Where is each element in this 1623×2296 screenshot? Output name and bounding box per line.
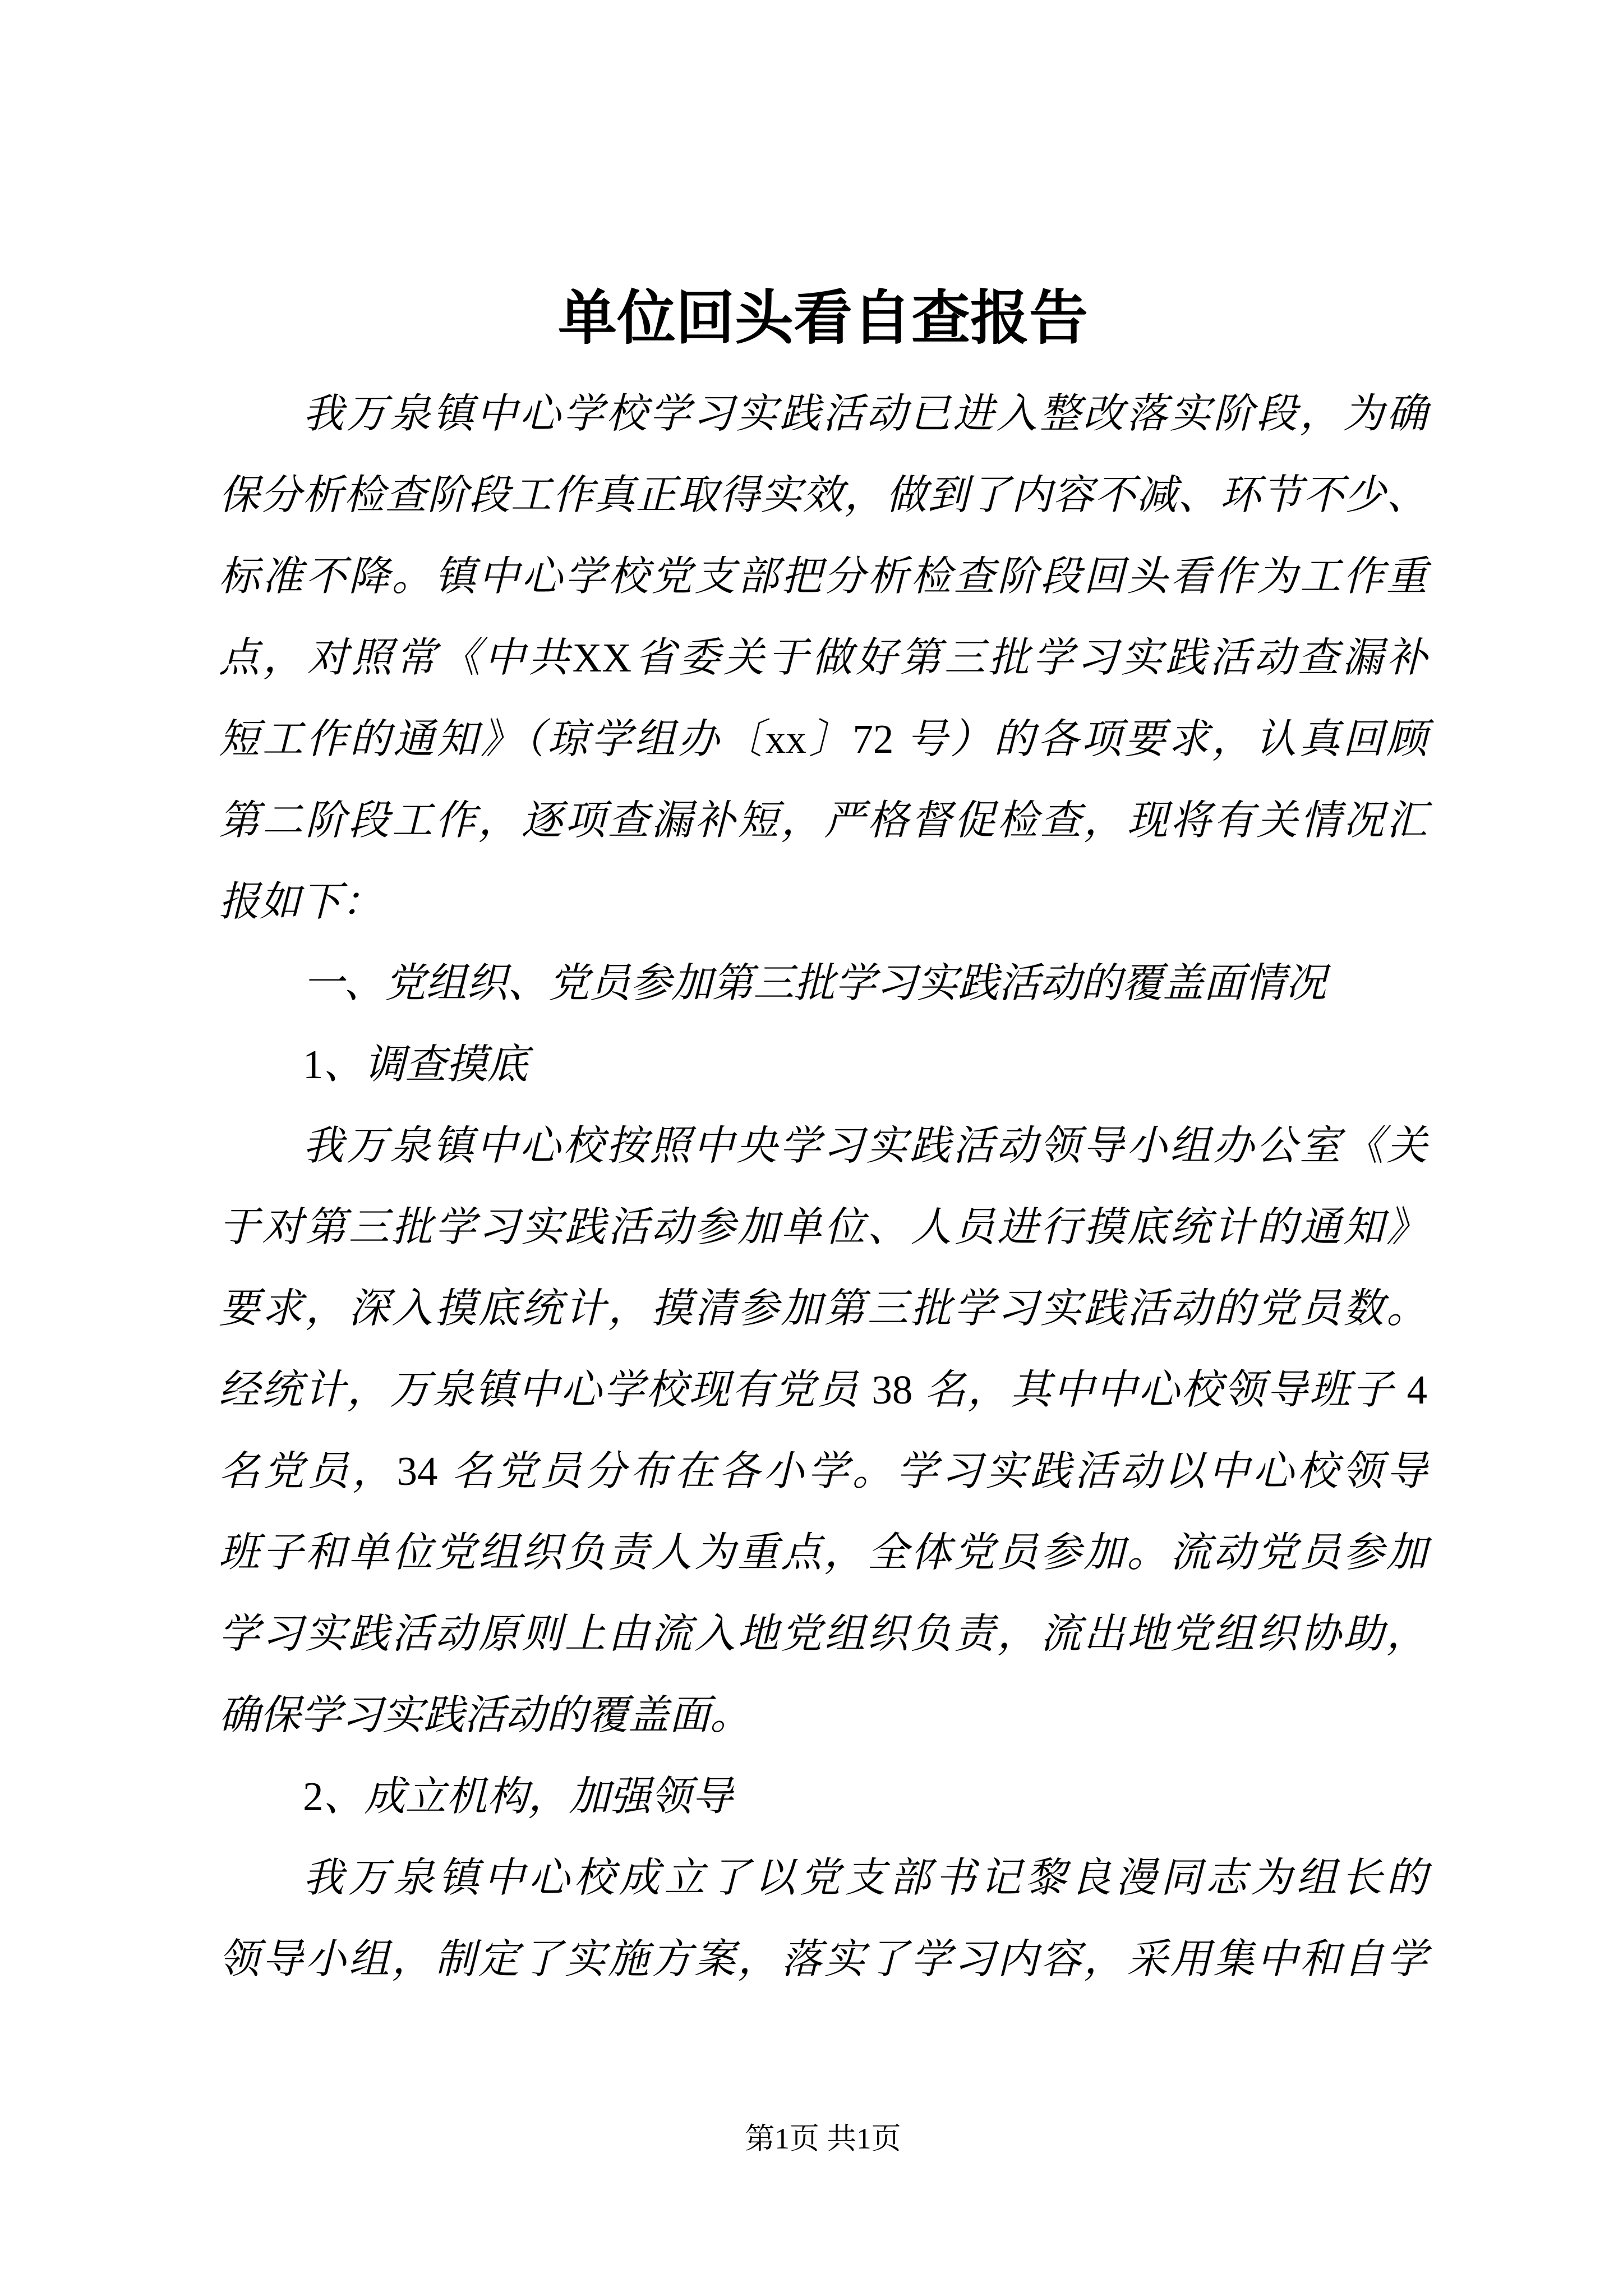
cjk-text-run: 我万泉镇中心校成立了以党支部书记黎良漫同志为组长的 — [303, 1855, 1427, 1901]
cjk-text-run: 名党员， — [219, 1448, 397, 1494]
latin-text-run: 72 — [852, 716, 907, 762]
document-body — [219, 373, 1427, 2000]
page-number-label: 第1页 共1页 — [745, 2123, 901, 2155]
cjk-text-run: 确保学习实践活动的覆盖面。 — [219, 1692, 751, 1738]
body-line — [219, 780, 1427, 861]
body-line — [219, 1186, 1427, 1268]
cjk-text-run: 我万泉镇中心学校学习实践活动已进入整改落实阶段，为确 — [303, 391, 1427, 436]
cjk-text-run: 经统计，万泉镇中心学校现有党员 — [219, 1367, 860, 1412]
cjk-text-run: 短工作的通知》（琼学组办〔 — [219, 716, 766, 762]
cjk-text-run: 标准不降。镇中心学校党支部把分析检查阶段回头看作为工作重 — [219, 554, 1427, 599]
body-line — [219, 1430, 1427, 1512]
cjk-text-run: 点，对照常《中共 — [219, 635, 573, 680]
body-line — [219, 1756, 1427, 1837]
document-title: 单位回头看自查报告 — [557, 286, 1088, 351]
cjk-text-run: 号）的各项要求，认真回顾 — [906, 716, 1428, 762]
cjk-text-run: 名党员分布在各小学。学习实践活动以中心校领导 — [451, 1448, 1427, 1494]
cjk-text-run: 班子和单位党组织负责人为重点，全体党员参加。流动党员参加 — [219, 1530, 1427, 1575]
latin-text-run: 38 — [859, 1367, 925, 1412]
cjk-text-run: 、成立机构，加强领导 — [323, 1774, 733, 1819]
page-footer — [219, 2116, 1427, 2161]
body-line — [219, 698, 1427, 780]
cjk-text-run: 名，其中中心校领导班子 — [924, 1367, 1395, 1412]
body-line — [219, 454, 1427, 536]
body-line — [219, 536, 1427, 617]
cjk-text-run: 报如下： — [219, 879, 382, 924]
cjk-text-run: 一、党组织、党员参加第三批学习实践活动的覆盖面情况 — [303, 960, 1326, 1006]
body-line — [219, 1105, 1427, 1186]
body-line — [219, 1918, 1427, 2000]
cjk-text-run: 保分析检查阶段工作真正取得实效，做到了内容不减、环节不少、 — [219, 472, 1427, 518]
body-line — [219, 373, 1427, 454]
document-content — [219, 0, 1427, 2161]
latin-text-run: 2 — [303, 1774, 324, 1819]
body-line — [219, 1512, 1427, 1593]
latin-text-run: 34 — [396, 1448, 452, 1494]
body-line — [219, 1837, 1427, 1918]
body-line — [219, 1593, 1427, 1674]
cjk-text-run: 省委关于做好第三批学习实践活动查漏补 — [631, 635, 1428, 680]
body-line — [219, 942, 1427, 1024]
cjk-text-run: 学习实践活动原则上由流入地党组织负责，流出地党组织协助， — [219, 1611, 1427, 1657]
cjk-text-run: 、调查摸底 — [323, 1042, 528, 1087]
body-line — [219, 1268, 1427, 1349]
body-line — [219, 1674, 1427, 1756]
cjk-text-run: 〕 — [806, 716, 853, 762]
latin-text-run: XX — [572, 635, 632, 680]
latin-text-run: 4 — [1395, 1367, 1428, 1412]
cjk-text-run: 领导小组，制定了实施方案，落实了学习内容，采用集中和自学 — [219, 1936, 1427, 1982]
latin-text-run: 1 — [303, 1042, 324, 1087]
cjk-text-run: 于对第三批学习实践活动参加单位、人员进行摸底统计的通知》 — [219, 1204, 1427, 1250]
body-line — [219, 861, 1427, 942]
cjk-text-run: 要求，深入摸底统计，摸清参加第三批学习实践活动的党员数。 — [219, 1286, 1427, 1331]
cjk-text-run: 第二阶段工作，逐项查漏补短，严格督促检查，现将有关情况汇 — [219, 798, 1427, 843]
body-line — [219, 1349, 1427, 1430]
latin-text-run: xx — [765, 716, 806, 762]
cjk-text-run: 我万泉镇中心校按照中央学习实践活动领导小组办公室《关 — [303, 1123, 1427, 1168]
body-line — [219, 617, 1427, 698]
body-line — [219, 1024, 1427, 1105]
